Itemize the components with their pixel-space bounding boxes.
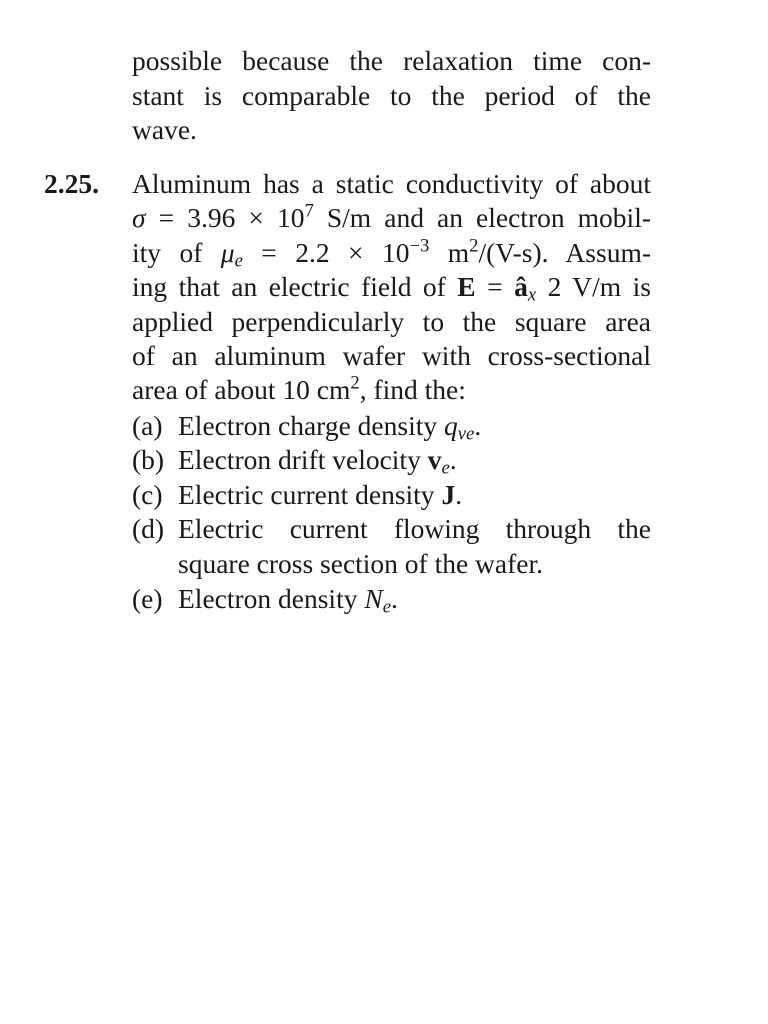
part-b [132, 443, 651, 477]
part-c-text: Electric current density [178, 479, 442, 510]
mu-exponent: −3 [409, 235, 430, 257]
problem-line-2 [132, 201, 651, 235]
problem-line-3-rest: /(V-s). Assum- [478, 237, 651, 268]
sigma-exponent: 7 [304, 200, 314, 222]
mu-unit: m [429, 237, 470, 268]
part-d-line-2: square cross section of the wafer. [178, 548, 544, 579]
part-b-label: (b) [132, 444, 165, 475]
field-equals: = [475, 271, 515, 302]
problem-line-3-pre: ity of [132, 237, 221, 268]
part-e [132, 582, 651, 616]
part-e-subscript: e [382, 596, 391, 618]
problem-line-4 [132, 270, 651, 304]
part-e-label: (e) [132, 583, 163, 614]
part-d-label: (d) [132, 513, 165, 544]
mu-subscript: e [234, 250, 243, 272]
part-b-subscript: e [441, 457, 450, 479]
sigma-equation: = 3.96 × 10 [145, 202, 305, 233]
sigma-symbol: σ [132, 202, 146, 233]
part-b-end: . [449, 444, 457, 475]
part-d-line-1: Electric current flowing through the [178, 513, 651, 544]
carryover-line-1: possible because the relaxation time con- [132, 45, 651, 76]
problem-line-7-pre: area of about 10 cm [132, 374, 351, 405]
problem-line-5: applied perpendicularly to the square area [132, 306, 651, 337]
part-e-end: . [390, 583, 398, 614]
problem-line-3 [132, 236, 651, 270]
part-e-text: Electron density [178, 583, 365, 614]
part-a-label: (a) [132, 410, 163, 441]
part-c [132, 478, 651, 512]
part-b-symbol: v [427, 444, 442, 475]
problem-line-4-pre: ing that an electric field of [132, 271, 458, 302]
problem-line-7 [132, 373, 651, 407]
carryover-line-3: wave. [132, 114, 197, 145]
part-a-subscript: ve [457, 423, 475, 445]
problem-line-7-rest: , find the: [359, 374, 466, 405]
area-exponent: 2 [350, 372, 360, 394]
unit-vector-subscript: x [527, 284, 537, 306]
part-a-end: . [474, 410, 482, 441]
part-c-symbol: J [441, 479, 456, 510]
mu-unit-exponent: 2 [469, 235, 479, 257]
field-vector-symbol: E [457, 271, 476, 302]
part-c-label: (c) [132, 479, 163, 510]
mu-symbol: μ [220, 237, 235, 268]
part-e-symbol: N [364, 583, 383, 614]
part-a-text: Electron charge density [178, 410, 444, 441]
problem-line-4-rest: 2 V/m is [536, 271, 651, 302]
problem-line-6: of an aluminum wafer with cross-sectional [132, 340, 651, 371]
problem-line-2-rest: S/m and an electron mobil- [313, 202, 651, 233]
problem-line-1: Aluminum has a static conductivity of about [132, 168, 651, 199]
mu-equation: = 2.2 × 10 [242, 237, 410, 268]
part-a-symbol: q [444, 410, 458, 441]
part-b-text: Electron drift velocity [178, 444, 428, 475]
part-a [132, 409, 651, 443]
carryover-line-2: stant is comparable to the period of the [132, 80, 651, 111]
unit-vector-symbol: â [514, 271, 528, 302]
problem-number: 2.25. [44, 168, 99, 199]
part-c-end: . [455, 479, 463, 510]
